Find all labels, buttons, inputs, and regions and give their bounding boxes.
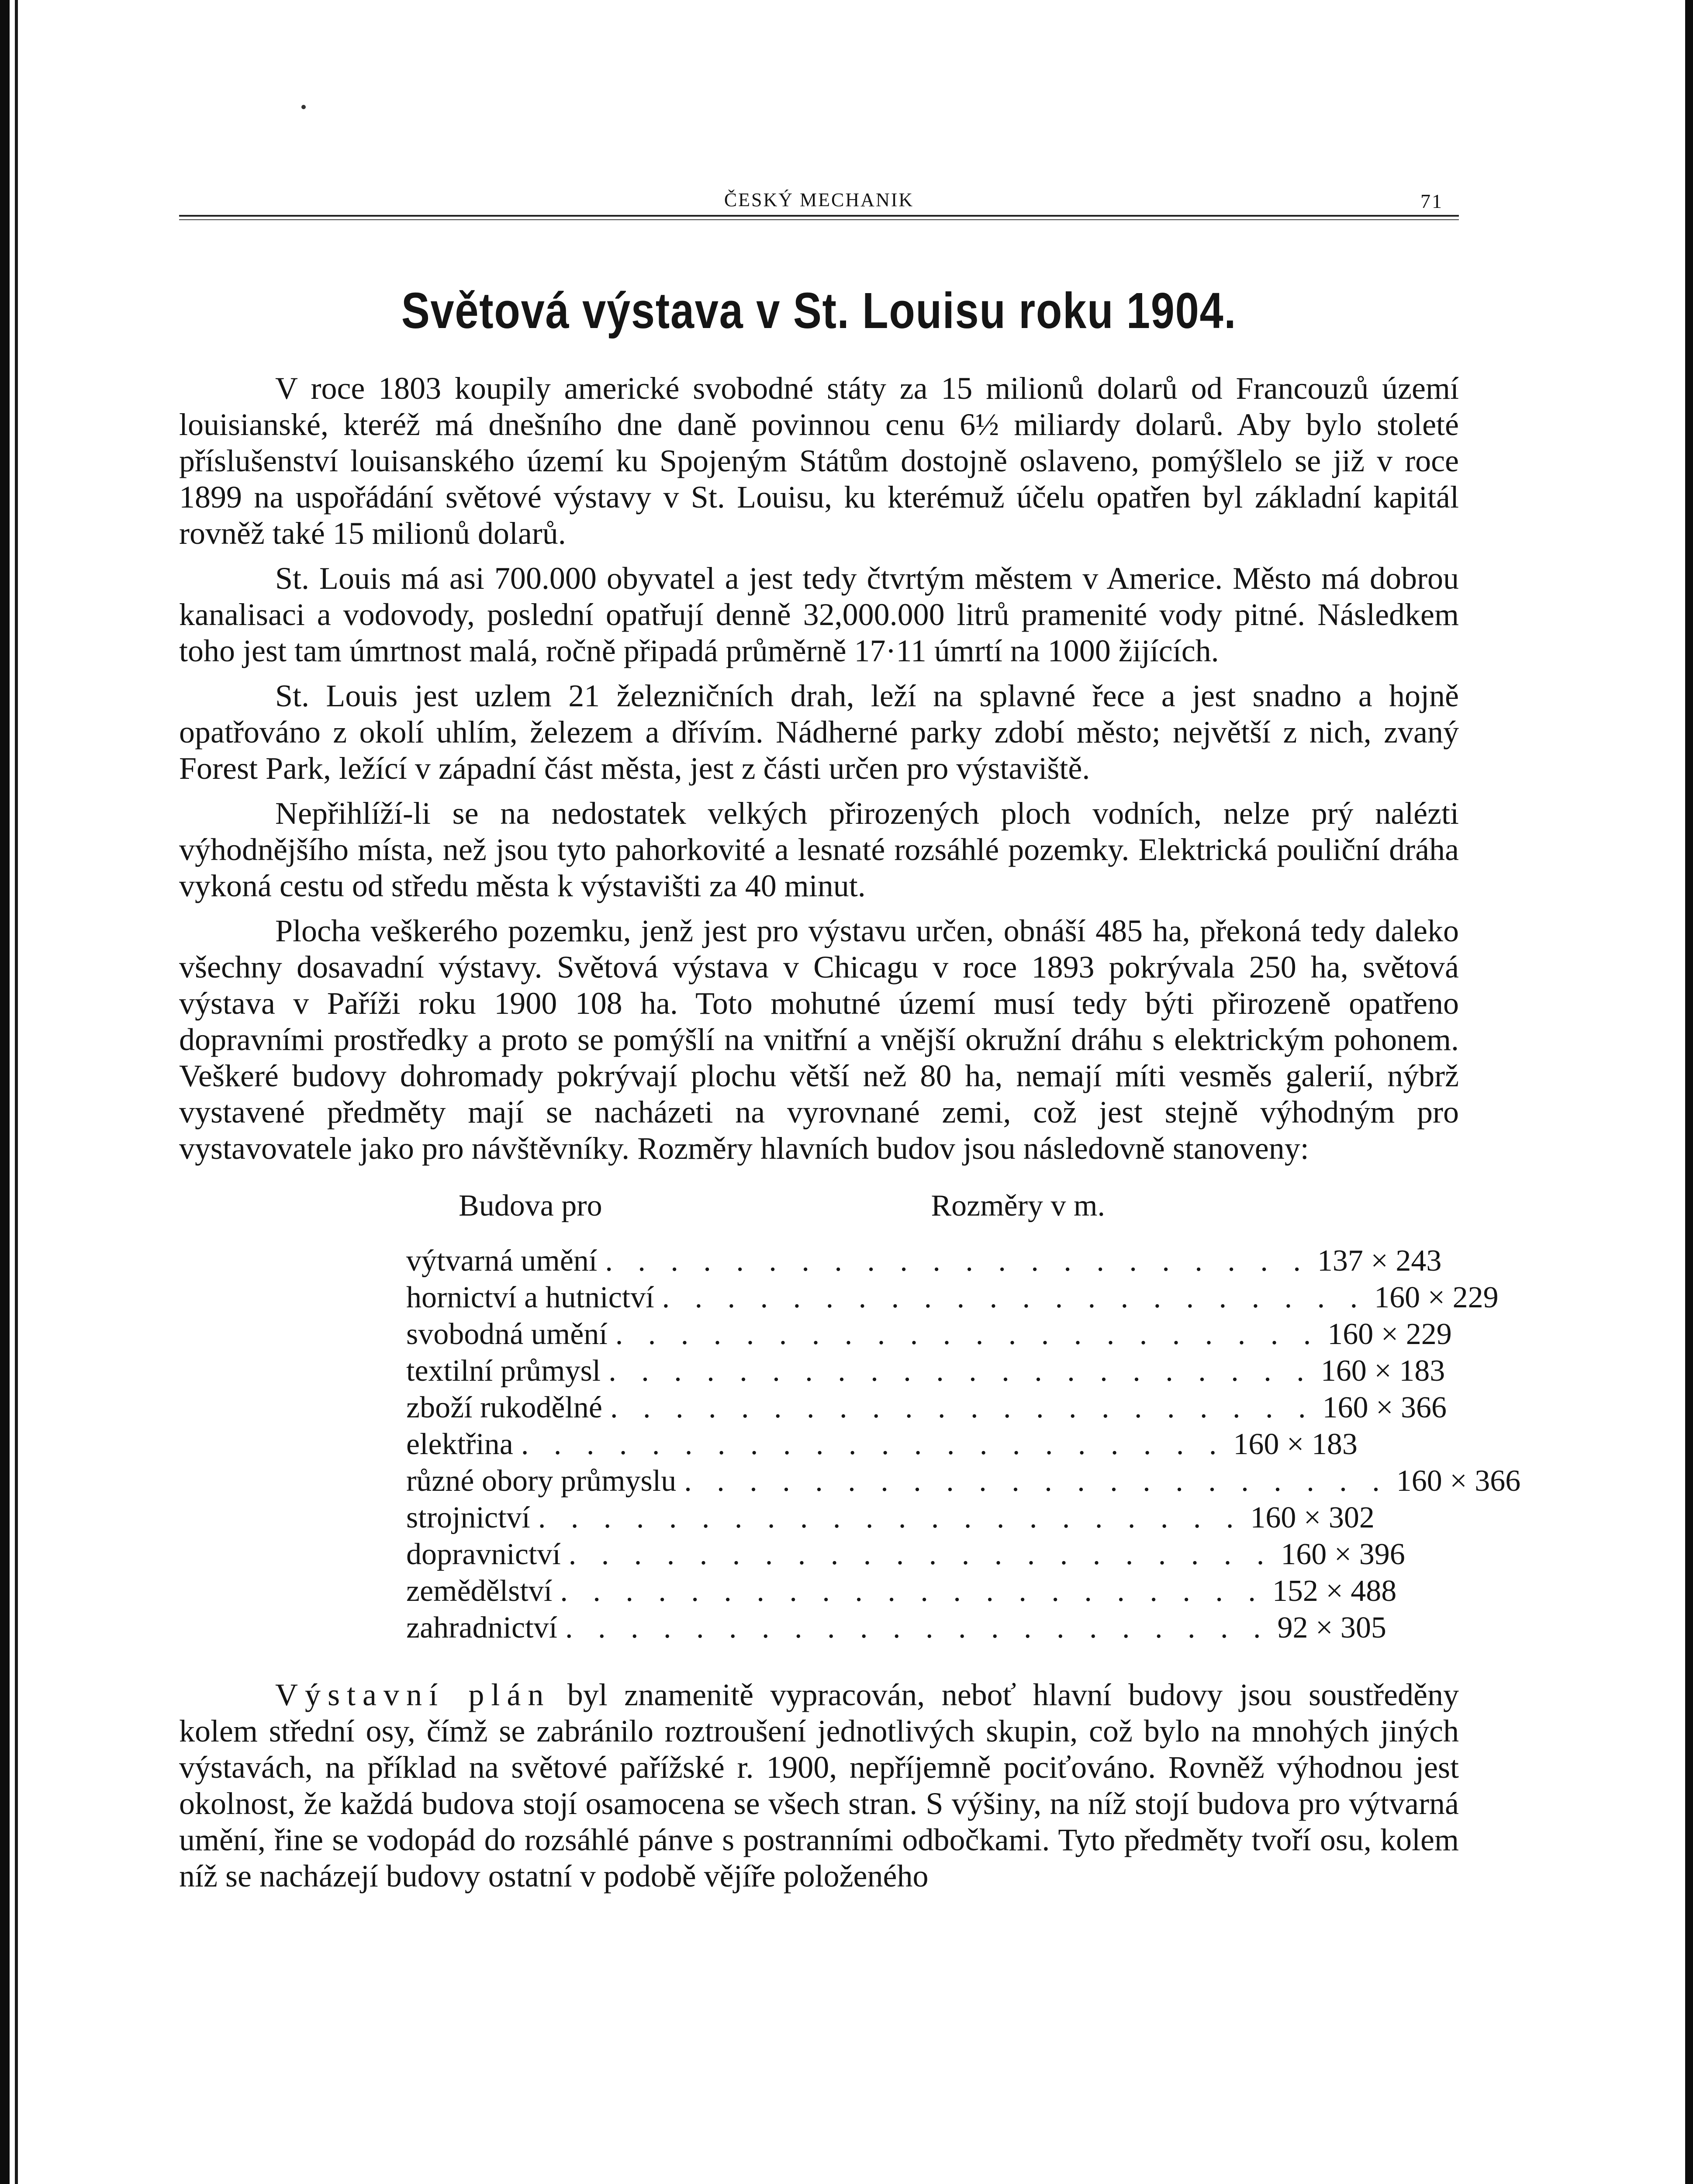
dot-leader: . . . . . . . . . . . . . . . . . . . . . .: [560, 1574, 1265, 1608]
table-row: [406, 1500, 1375, 1536]
table-row: [406, 1353, 1445, 1389]
dot-leader: . . . . . . . . . . . . . . . . . . . . . .: [615, 1317, 1320, 1351]
scan-edge-left: [0, 0, 10, 2184]
building-dimensions: 152 × 488: [1272, 1574, 1397, 1608]
dot-leader: . . . . . . . . . . . . . . . . . . . . . .: [610, 1391, 1315, 1424]
building-dimensions: 160 × 229: [1327, 1317, 1452, 1351]
paragraph: Nepřihlíží-li se na nedostatek velkých přirozených ploch vodních, nelze prý nalézti výhodnějšího místa, než jsou tyto pahorkovité a lesnaté rozsáhlé pozemky. Elektrická pouliční dráha vykoná cestu od středu města k výstavišti za 40 minut.: [179, 796, 1459, 903]
building-dimensions: 137 × 243: [1317, 1244, 1442, 1278]
paragraph: St. Louis má asi 700.000 obyvatel a jest tedy čtvrtým městem v Americe. Město má dobrou kanalisaci a vodovody, poslední opatřují denně 32,000.000 litrů pramenité vody pitné. Následkem toho jest tam úmrtnost malá, ročně připadá průměrně 17·11 úmrtí na 1000 žijících.: [179, 561, 1459, 668]
dot-leader: . . . . . . . . . . . . . . . . . . . . . .: [521, 1427, 1226, 1461]
table-row: [406, 1389, 1447, 1426]
building-name: zemědělství: [406, 1574, 553, 1608]
article-body: [179, 370, 1521, 1894]
building-dimensions: 92 × 305: [1277, 1611, 1386, 1645]
scan-edge-right: [1685, 0, 1693, 2184]
closing-text: byl znamenitě vypracován, neboť hlavní budovy jsou soustředěny kolem střední osy, čímž se zabránilo roztroušení jednotlivých skupin, což bylo na mnohých jiných výstavách, na příklad na světové pařížské r. 1900, nepříjemně pociťováno. Rovněž výhodnou jest okolnost, že každá budova stojí osamocena se všech stran. S výšiny, na níž stojí budova pro výtvarná umění, řine se vodopád do rozsáhlé pánve s postranními odbočkami. Tyto předměty tvoří osu, kolem níž se nacházejí budovy ostatní v podobě vějíře položeného: [179, 1677, 1459, 1894]
dot-leader: . . . . . . . . . . . . . . . . . . . . . .: [568, 1538, 1273, 1571]
table-header-dimensions: Rozměry v m.: [931, 1189, 1105, 1223]
article-title: Světová výstava v St. Louisu roku 1904.: [401, 282, 1237, 339]
dot-leader: . . . . . . . . . . . . . . . . . . . . . .: [662, 1281, 1367, 1314]
spaced-lead: Výstavní plán: [275, 1677, 551, 1712]
building-dimensions-table: [406, 1188, 1521, 1646]
table-row: [406, 1573, 1397, 1610]
paragraph: Plocha veškerého pozemku, jenž jest pro výstavu určen, obnáší 485 ha, překoná tedy daleko všechny dosavadní výstavy. Světová výstava v Chicagu v roce 1893 pokrývala 250 ha, světová výstava v Paříži roku 1900 108 ha. Toto mohutné území musí tedy býti přirozeně opatřeno dopravními prostředky a proto se pomýšlí na vnitřní a vnější okružní dráhu s elektrickým pohonem. Veškeré budovy dohromady pokrývají plochu větší než 80 ha, nemají míti vesměs galerií, nýbrž vystavené předměty mají se nacházeti na vyrovnané zemi, což jest stejně výhodným pro vystavovatele jako pro návštěvníky. Rozměry hlavních budov jsou následovně stanoveny:: [179, 913, 1459, 1166]
building-dimensions: 160 × 183: [1233, 1427, 1358, 1461]
page: [179, 183, 1521, 2184]
building-name: dopravnictví: [406, 1538, 561, 1571]
paragraph: St. Louis jest uzlem 21 železničních drah, leží na splavné řece a jest snadno a hojně opatřováno z okolí uhlím, železem a dřívím. Nádherné parky zdobí město; největší z nich, zvaný Forest Park, ležící v západní část města, jest z části určen pro výstaviště.: [179, 678, 1459, 786]
building-dimensions: 160 × 183: [1320, 1354, 1445, 1388]
closing-paragraph: [179, 1677, 1459, 1894]
building-dimensions: 160 × 302: [1250, 1501, 1375, 1534]
table-row: [406, 1243, 1442, 1279]
dot-leader: . . . . . . . . . . . . . . . . . . . . . .: [565, 1611, 1270, 1645]
building-dimensions: 160 × 229: [1374, 1281, 1499, 1314]
paragraph: V roce 1803 koupily americké svobodné státy za 15 milionů dolarů od Francouzů území louisianské, kteréž má dnešního dne daně povinnou cenu 6½ miliardy dolarů. Aby bylo stoleté příslušenství louisanského území ku Spojeným Státům dostojně oslaveno, pomýšlelo se již v roce 1899 na uspořádání světové výstavy v St. Louisu, ku kterémuž účelu opatřen byl základní kapitál rovněž také 15 milionů dolarů.: [179, 371, 1459, 551]
running-head: [179, 183, 1459, 210]
building-name: strojnictví: [406, 1501, 530, 1534]
scan-edge-left-inner: [15, 0, 18, 2184]
building-name: zboží rukodělné: [406, 1391, 602, 1424]
building-name: elektřina: [406, 1427, 513, 1461]
table-row: [406, 1610, 1386, 1646]
building-dimensions: 160 × 366: [1396, 1464, 1521, 1498]
table-row: [406, 1316, 1452, 1353]
building-name: zahradnictví: [406, 1611, 557, 1645]
table-header-building: Budova pro: [459, 1189, 602, 1223]
building-name: svobodná umění: [406, 1317, 608, 1351]
page-number: 71: [1420, 190, 1443, 212]
building-name: různé obory průmyslu: [406, 1464, 677, 1498]
table-header: [406, 1188, 1105, 1224]
building-name: výtvarná umění: [406, 1244, 598, 1278]
scan-speck: [301, 105, 306, 109]
dot-leader: . . . . . . . . . . . . . . . . . . . . . .: [684, 1464, 1389, 1498]
dot-leader: . . . . . . . . . . . . . . . . . . . . . .: [538, 1501, 1243, 1534]
table-row: [406, 1463, 1521, 1500]
running-title: ČESKÝ MECHANIK: [724, 189, 914, 211]
building-dimensions: 160 × 396: [1281, 1538, 1405, 1571]
table-row: [406, 1426, 1358, 1463]
building-name: textilní průmysl: [406, 1354, 601, 1388]
dot-leader: . . . . . . . . . . . . . . . . . . . . . .: [608, 1354, 1313, 1388]
building-name: hornictví a hutnictví: [406, 1281, 654, 1314]
dot-leader: . . . . . . . . . . . . . . . . . . . . . .: [605, 1244, 1309, 1278]
table-row: [406, 1279, 1499, 1316]
table-row: [406, 1536, 1405, 1573]
building-dimensions: 160 × 366: [1322, 1391, 1447, 1424]
header-rule: [179, 215, 1459, 220]
